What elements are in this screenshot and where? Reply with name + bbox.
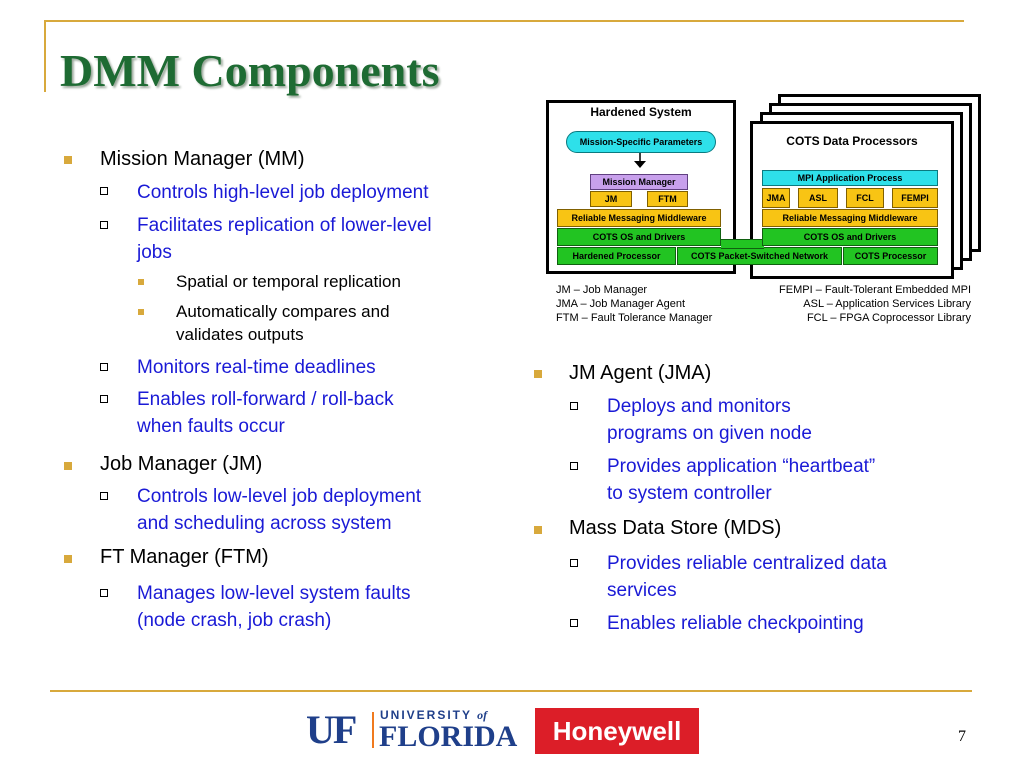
legend-jm: JM – Job Manager <box>556 284 648 296</box>
bullet-spatial-temporal: Spatial or temporal replication <box>176 272 401 291</box>
ftm-box: FTM <box>647 191 688 207</box>
jma-box: JMA <box>762 188 790 208</box>
bullet-jm-controls-cont: and scheduling across system <box>137 513 392 534</box>
bullet-jm-controls: Controls low-level job deployment <box>137 486 422 507</box>
bullet-jma-heartbeat: Provides application “heartbeat” <box>607 456 876 477</box>
rmm-right-box: Reliable Messaging Middleware <box>762 209 938 227</box>
jm-box: JM <box>590 191 632 207</box>
cots-os-right-box: COTS OS and Drivers <box>762 228 938 246</box>
hardened-system-title: Hardened System <box>590 105 692 119</box>
bullet-mds-checkpointing: Enables reliable checkpointing <box>607 613 864 634</box>
bullet-jma-deploys: Deploys and monitors <box>607 396 791 417</box>
sub-bullet-marker <box>100 363 108 371</box>
bullet-ftm-manages: Manages low-level system faults <box>137 583 411 604</box>
sub-bullet-marker <box>100 187 108 195</box>
sub-bullet-marker <box>100 589 108 597</box>
sub-sub-bullet-marker <box>138 309 144 315</box>
bullet-mass-data-store: Mass Data Store (MDS) <box>569 517 782 539</box>
uf-logo-of: of <box>477 708 488 722</box>
legend-fcl: FCL – FPGA Coprocessor Library <box>806 312 971 324</box>
bullet-mission-manager: Mission Manager (MM) <box>100 148 305 170</box>
bullet-ft-manager: FT Manager (FTM) <box>100 546 269 568</box>
bullet-mm-controls: Controls high-level job deployment <box>137 182 429 203</box>
legend-asl: ASL – Application Services Library <box>803 298 971 310</box>
network-connector <box>721 239 764 249</box>
legend-jma: JMA – Job Manager Agent <box>556 298 686 310</box>
sub-bullet-marker <box>570 462 578 470</box>
bullet-auto-compare: Automatically compares and <box>176 302 390 321</box>
mpi-process-box: MPI Application Process <box>762 170 938 186</box>
uf-logo-florida: FLORIDA <box>379 720 518 753</box>
sub-sub-bullet-marker <box>138 279 144 285</box>
left-accent-line <box>44 20 46 92</box>
rmm-left-box: Reliable Messaging Middleware <box>557 209 721 227</box>
bullet-jma-heartbeat-cont: to system controller <box>607 483 772 504</box>
bullet-marker <box>534 370 542 378</box>
uf-logo-mark: UF <box>306 707 356 752</box>
asl-box: ASL <box>798 188 838 208</box>
bullet-marker <box>64 555 72 563</box>
bullet-jma-deploys-cont: programs on given node <box>607 423 812 444</box>
bullet-marker <box>534 526 542 534</box>
bullet-mm-rollforward-cont: when faults occur <box>137 416 285 437</box>
bullet-marker <box>64 156 72 164</box>
uf-logo-university-word: UNIVERSITY <box>380 708 472 722</box>
uf-logo <box>306 706 518 754</box>
sub-bullet-marker <box>570 402 578 410</box>
bullet-mm-monitors: Monitors real-time deadlines <box>137 357 376 378</box>
cots-title: COTS Data Processors <box>786 134 918 148</box>
bullet-jm-agent: JM Agent (JMA) <box>569 362 712 384</box>
bullet-mds-provides-cont: services <box>607 580 677 601</box>
cots-processor-box: COTS Processor <box>843 247 938 265</box>
uf-logo-separator <box>372 712 374 748</box>
fempi-box: FEMPI <box>892 188 938 208</box>
bullet-mm-facilitates: Facilitates replication of lower-level <box>137 215 432 236</box>
bullet-mm-rollforward: Enables roll-forward / roll-back <box>137 389 394 410</box>
down-arrow <box>633 153 647 169</box>
page-title: DMM Components <box>60 45 440 96</box>
honeywell-logo-text: Honeywell <box>552 715 682 746</box>
mission-manager-box: Mission Manager <box>590 174 688 190</box>
page-number: 7 <box>958 728 966 745</box>
sub-bullet-marker <box>100 221 108 229</box>
sub-bullet-marker <box>570 619 578 627</box>
bullet-ftm-manages-cont: (node crash, job crash) <box>137 610 332 631</box>
honeywell-logo <box>535 708 699 754</box>
hardened-processor-box: Hardened Processor <box>557 247 676 265</box>
legend-ftm: FTM – Fault Tolerance Manager <box>556 312 713 324</box>
bullet-mds-provides: Provides reliable centralized data <box>607 553 887 574</box>
bullet-marker <box>64 462 72 470</box>
top-accent-line <box>44 20 964 22</box>
bullet-job-manager: Job Manager (JM) <box>100 453 263 475</box>
footer-divider <box>50 690 972 692</box>
bullet-auto-compare-cont: validates outputs <box>176 325 304 344</box>
legend-fempi: FEMPI – Fault-Tolerant Embedded MPI <box>779 284 971 296</box>
sub-bullet-marker <box>100 492 108 500</box>
sub-bullet-marker <box>100 395 108 403</box>
fcl-box: FCL <box>846 188 884 208</box>
bullet-mm-facilitates-cont: jobs <box>137 242 172 263</box>
mission-parameters-box: Mission-Specific Parameters <box>566 131 716 153</box>
network-box: COTS Packet-Switched Network <box>677 247 842 265</box>
cots-os-left-box: COTS OS and Drivers <box>557 228 721 246</box>
sub-bullet-marker <box>570 559 578 567</box>
